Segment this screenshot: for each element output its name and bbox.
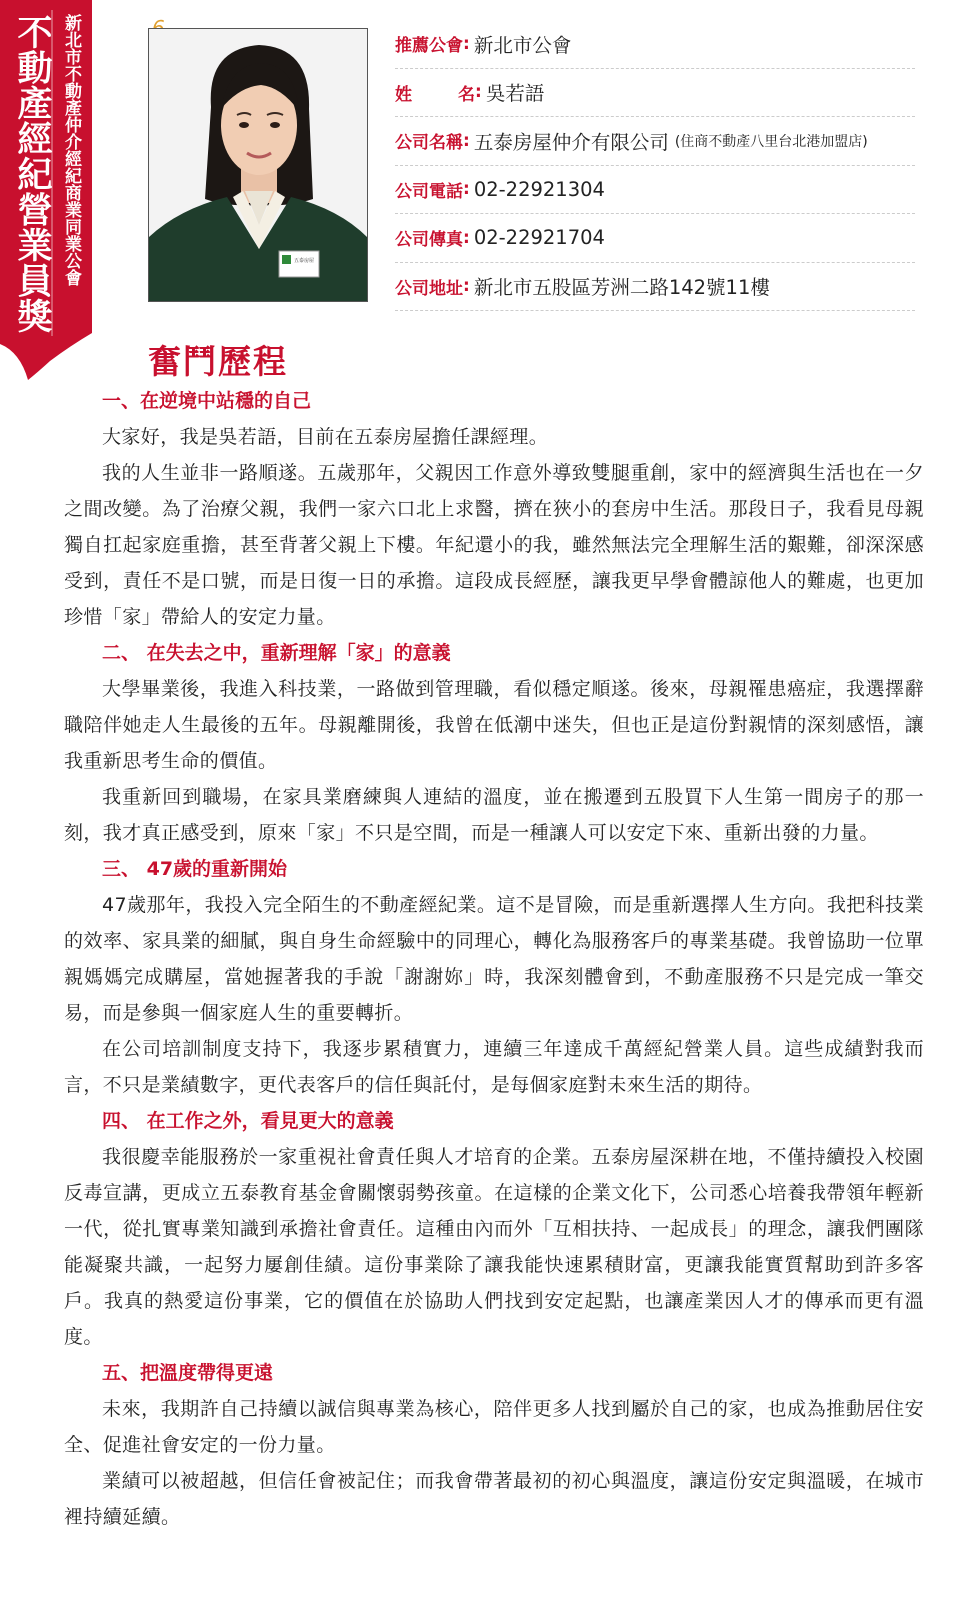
info-label: 公司電話: [395, 181, 463, 202]
info-value: 02-22921704: [473, 226, 605, 250]
info-list: [395, 20, 915, 311]
profile-photo: [148, 28, 368, 302]
article-paragraph: 我很慶幸能服務於一家重視社會責任與人才培育的企業。五泰房屋深耕在地，不僅持續投入校園反毒宣講，更成立五泰教育基金會關懷弱勢孩童。在這樣的企業文化下，公司悉心培養我帶領年輕新一代，從扎實專業知識到承擔社會責任。這種由內而外「互相扶持、一起成長」的理念，讓我們團隊能凝聚共識，一起努力屢創佳績。這份事業除了讓我能快速累積財富，更讓我能實質幫助到許多客戶。我真的熱愛這份事業，它的價值在於協助人們找到安定起點，也讓產業因人才的傳承而更有溫度。: [64, 1146, 924, 1348]
info-row: [395, 214, 915, 263]
info-label: 公司地址: [395, 278, 463, 299]
award-banner: [0, 0, 96, 380]
info-row: [395, 69, 915, 118]
article-paragraph: 我的人生並非一路順遂。五歲那年，父親因工作意外導致雙腿重創，家中的經濟與生活也在一夕之間改變。為了治療父親，我們一家六口北上求醫，擠在狹小的套房中生活。那段日子，我看見母親獨自扛起家庭重擔，甚至背著父親上下樓。年紀還小的我，雖然無法完全理解生活的艱難，卻深深感受到，責任不是口號，而是日復一日的承擔。這段成長經歷，讓我更早學會體諒他人的難處，也更加珍惜「家」帶給人的安定力量。: [64, 462, 924, 628]
info-row: [395, 20, 915, 69]
article-paragraph: 47歲那年，我投入完全陌生的不動產經紀業。這不是冒險，而是重新選擇人生方向。我把科技業的效率、家具業的細膩，與自身生命經驗中的同理心，轉化為服務客戶的專業基礎。我曾協助一位單親媽媽完成購屋，當她握著我的手說「謝謝妳」時，我深刻體會到，不動產服務不只是完成一筆交易，而是參與一個家庭人生的重要轉折。: [64, 894, 924, 1024]
article-paragraph: 大家好，我是吳若語，目前在五泰房屋擔任課經理。: [102, 426, 549, 448]
award-title: 不動產經紀營業員獎: [12, 14, 52, 334]
article-heading: 一、在逆境中站穩的自己: [102, 390, 312, 412]
info-value: 新北市五股區芳洲二路142號11樓: [473, 276, 770, 300]
info-label-char: 姓: [395, 84, 412, 105]
info-label: 推薦公會: [395, 36, 463, 57]
article-paragraph: 未來，我期許自己持續以誠信與專業為核心，陪伴更多人找到屬於自己的家，也成為推動居住安全、促進社會安定的一份力量。: [64, 1398, 924, 1456]
info-row: [395, 263, 915, 312]
article-paragraph: 大學畢業後，我進入科技業，一路做到管理職，看似穩定順遂。後來，母親罹患癌症，我選擇辭職陪伴她走人生最後的五年。母親離開後，我曾在低潮中迷失，但也正是這份對親情的深刻感悟，讓我重新思考生命的價值。: [64, 678, 924, 772]
info-label: 公司傳真: [395, 230, 463, 251]
info-colon: :: [463, 179, 470, 200]
info-colon: :: [463, 33, 470, 54]
info-label-char: 名: [458, 84, 475, 105]
info-colon: :: [463, 276, 470, 297]
article-body: [64, 383, 924, 1535]
article-heading: 四、 在工作之外，看見更大的意義: [102, 1110, 394, 1132]
info-value-note: (住商不動產八里台北港加盟店): [674, 133, 868, 150]
info-value: 02-22921304: [473, 177, 605, 201]
info-label: [395, 80, 475, 105]
info-colon: :: [463, 227, 470, 248]
section-title: 奮鬥歷程: [148, 342, 288, 381]
portrait-illustration: [149, 29, 367, 301]
article-paragraph: 我重新回到職場，在家具業磨練與人連結的溫度，並在搬遷到五股買下人生第一間房子的那一刻，我才真正感受到，原來「家」不只是空間，而是一種讓人可以安定下來、重新出發的力量。: [64, 786, 924, 844]
info-value: 新北市公會: [473, 33, 572, 57]
info-value: 吳若語: [485, 82, 545, 106]
article-heading: 二、 在失去之中，重新理解「家」的意義: [102, 642, 451, 664]
info-label: 公司名稱: [395, 133, 463, 154]
article-paragraph: 業績可以被超越，但信任會被記住；而我會帶著最初的初心與溫度，讓這份安定與溫暖，在城市裡持續延續。: [64, 1470, 924, 1528]
article-heading: 五、把溫度帶得更遠: [102, 1362, 274, 1384]
article-paragraph: 在公司培訓制度支持下，我逐步累積實力，連續三年達成千萬經紀營業人員。這些成績對我而言，不只是業績數字，更代表客戶的信任與託付，是每個家庭對未來生活的期待。: [64, 1038, 924, 1096]
info-colon: :: [475, 82, 482, 103]
info-row: [395, 117, 915, 166]
article-heading: 三、 47歲的重新開始: [102, 858, 288, 880]
info-colon: :: [463, 130, 470, 151]
name-badge-text: 五泰房屋: [294, 258, 315, 264]
association-name: 新北市不動產仲介經紀商業同業公會: [61, 14, 81, 286]
info-value: 五泰房屋仲介有限公司: [473, 130, 669, 154]
info-row: [395, 166, 915, 215]
